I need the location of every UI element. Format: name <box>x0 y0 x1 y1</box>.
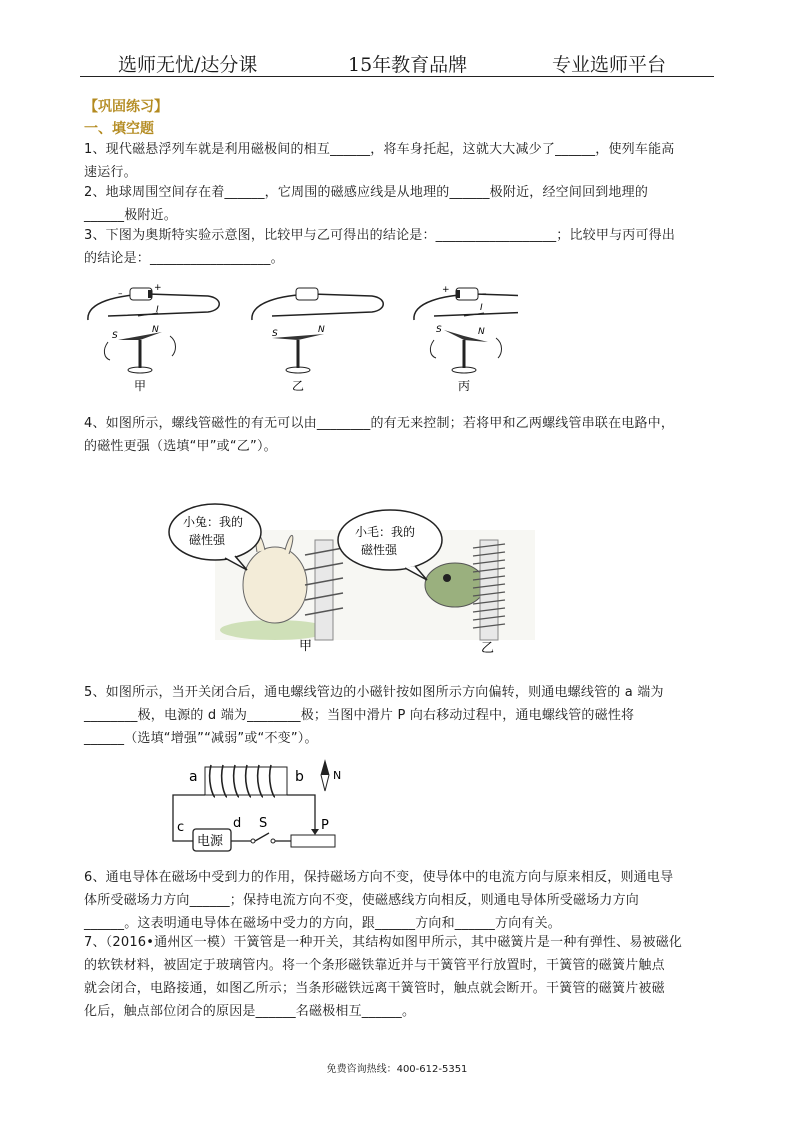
question-1-line: 1、现代磁悬浮列车就是利用磁极间的相互______，将车身托起，这就大大减少了______，使列车能高 <box>84 142 675 157</box>
bubble-left-line2: 磁性强 <box>189 533 226 547</box>
question-5 <box>84 681 716 750</box>
needle-n-label: N <box>152 325 159 335</box>
question-7-line: 的软铁材料，被固定于玻璃管内。将一个条形磁铁靠近并与干簧管平行放置时，干簧管的磁簧片触点 <box>84 958 665 973</box>
header-brand: 选师无忧/达分课 <box>118 54 258 76</box>
question-1 <box>84 138 716 184</box>
oersted-experiment-figure <box>78 280 518 400</box>
circuit-terminal-c: c <box>177 820 185 835</box>
coil-label-jia: 甲 <box>299 639 313 654</box>
question-7 <box>84 931 716 1023</box>
question-6-line: 6、通电导体在磁场中受到力的作用，保持磁场方向不变，使导体中的电流方向与原来相反，则通电导 <box>84 870 674 885</box>
current-label: I <box>480 303 483 313</box>
header-slogan: 15年教育品牌 <box>348 54 468 76</box>
question-5-line: ______（选填“增强”“减弱”或“不变”）。 <box>84 731 318 746</box>
question-6 <box>84 866 716 935</box>
question-6-line: 体所受磁场力方向______；保持电流方向不变，使磁感线方向相反，则通电导体所受磁场力方向 <box>84 893 640 908</box>
question-1-line: 速运行。 <box>84 165 137 180</box>
rheostat <box>291 835 335 847</box>
battery-minus-label: – <box>482 289 487 299</box>
question-7-line: 7、（2016•通州区一模）干簧管是一种开关，其结构如图甲所示，其中磁簧片是一种有弹性、易被磁化 <box>84 935 683 950</box>
question-4 <box>84 412 716 458</box>
current-label: I <box>156 305 159 315</box>
question-3-line: 的结论是：__________________。 <box>84 251 284 266</box>
switch-s <box>255 833 269 841</box>
circuit-terminal-d: d <box>233 816 242 831</box>
bubble-right-line2: 磁性强 <box>361 543 398 557</box>
needle-s-label: S <box>436 325 442 335</box>
oersted-panel-jia <box>88 283 219 393</box>
switch-label: S <box>259 816 268 831</box>
question-3 <box>84 224 716 270</box>
circuit-figure <box>165 755 365 855</box>
question-3-line: 3、下图为奥斯特实验示意图，比较甲与乙可得出的结论是：__________________；比较甲与丙可得出 <box>84 228 676 243</box>
solenoid-end-b: b <box>295 769 304 785</box>
needle-s-label: S <box>272 329 278 339</box>
needle-n-label: N <box>318 325 325 335</box>
section-tag: 【巩固练习】 <box>84 99 168 115</box>
question-2-line: 2、地球周围空间存在着______，它周围的磁感应线是从地理的______极附近，经空间回到地理的 <box>84 185 649 200</box>
page-header <box>80 44 714 77</box>
needle-n-label: N <box>478 327 485 337</box>
slider-p <box>311 829 319 835</box>
coil-label-yi: 乙 <box>481 641 495 656</box>
question-2 <box>84 181 716 227</box>
needle-n-label: N <box>333 769 342 782</box>
panel-label-jia: 甲 <box>134 379 147 393</box>
coil-cartoon-figure <box>165 500 545 660</box>
panel-label-yi: 乙 <box>292 379 305 393</box>
question-5-line: 5、如图所示，当开关闭合后，通电螺线管边的小磁针按如图所示方向偏转，则通电螺线管的 a 端为 <box>84 685 664 700</box>
power-source <box>193 829 231 851</box>
needle-s-label: S <box>112 331 118 341</box>
compass-needle <box>321 761 341 791</box>
question-2-line: ______极附近。 <box>84 208 178 223</box>
solenoid-end-a: a <box>189 769 198 785</box>
battery-minus-label: – <box>118 289 123 299</box>
question-7-line: 就会闭合，电路接通，如图乙所示；当条形磁铁远离干簧管时，触点就会断开。干簧管的磁簧片被磁 <box>84 981 665 996</box>
header-platform: 专业选师平台 <box>552 54 667 76</box>
battery-plus-label: + <box>442 285 450 295</box>
oersted-panel-bing <box>414 285 518 393</box>
slider-label: P <box>321 818 329 833</box>
question-4-line: 的磁性更强（选填“甲”或“乙”）。 <box>84 439 277 454</box>
question-5-line: ________极，电源的 d 端为________极；当图中滑片 P 向右移动过程中，通电螺线管的磁性将 <box>84 708 635 723</box>
bubble-right-line1: 小毛：我的 <box>355 525 416 539</box>
question-7-line: 化后，触点部位闭合的原因是______名磁极相互______。 <box>84 1004 416 1019</box>
question-6-line: ______。这表明通电导体在磁场中受力的方向，跟______方向和______方向有关。 <box>84 916 562 931</box>
section-title: 一、填空题 <box>84 121 154 137</box>
oersted-panel-yi <box>252 288 383 393</box>
battery-plus-label: + <box>154 283 162 293</box>
power-source-label: 电源 <box>197 834 224 849</box>
footer-hotline: 免费咨询热线：400-612-5351 <box>326 1064 468 1075</box>
bubble-left-line1: 小兔：我的 <box>183 515 244 529</box>
question-4-line: 4、如图所示，螺线管磁性的有无可以由________的有无来控制；若将甲和乙两螺线管串联在电路中， <box>84 416 675 431</box>
panel-label-bing: 丙 <box>458 379 471 393</box>
